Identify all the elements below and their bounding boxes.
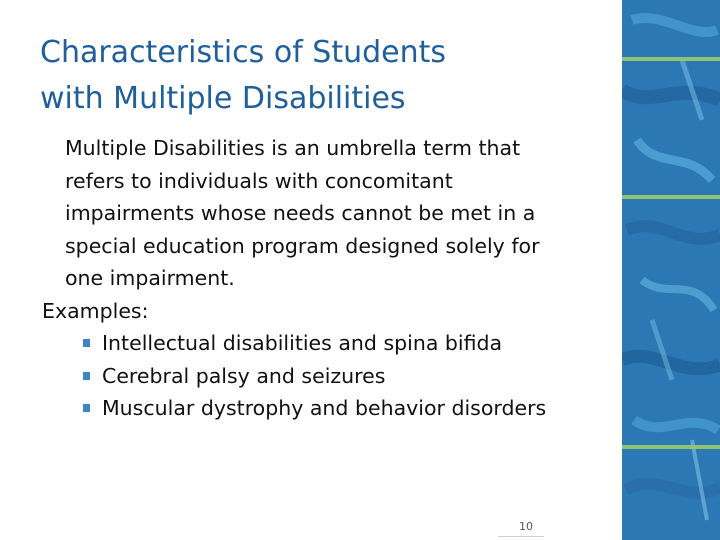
title-line-1: Characteristics of Students xyxy=(40,35,447,70)
example-text: Cerebral palsy and seizures xyxy=(102,363,386,388)
example-text: Muscular dystrophy and behavior disorders xyxy=(102,396,547,420)
list-item xyxy=(80,392,620,425)
title-line-2: with Multiple Disabilities xyxy=(40,81,406,116)
definition-line: refers to individuals with concomitant xyxy=(65,168,453,193)
list-item xyxy=(80,327,620,360)
page-number-divider xyxy=(498,536,544,537)
square-bullet-icon xyxy=(83,372,90,380)
list-item xyxy=(80,360,620,393)
definition-paragraph xyxy=(65,132,615,295)
examples-label: Examples: xyxy=(42,298,149,323)
examples-list xyxy=(0,327,620,425)
decorative-art-panel xyxy=(622,0,720,540)
definition-line: special education program designed solely for xyxy=(65,233,540,258)
definition-line: Multiple Disabilities is an umbrella term that xyxy=(65,136,521,160)
definition-line: impairments whose needs cannot be met in a xyxy=(65,201,536,225)
page-number: 10 xyxy=(519,520,533,533)
definition-line: one impairment. xyxy=(65,266,235,290)
slide-title xyxy=(40,30,600,122)
square-bullet-icon xyxy=(83,339,90,347)
abstract-brushstroke-art xyxy=(622,0,720,540)
example-text: Intellectual disabilities and spina bifida xyxy=(102,331,503,355)
slide-body xyxy=(0,132,620,425)
square-bullet-icon xyxy=(83,404,90,412)
